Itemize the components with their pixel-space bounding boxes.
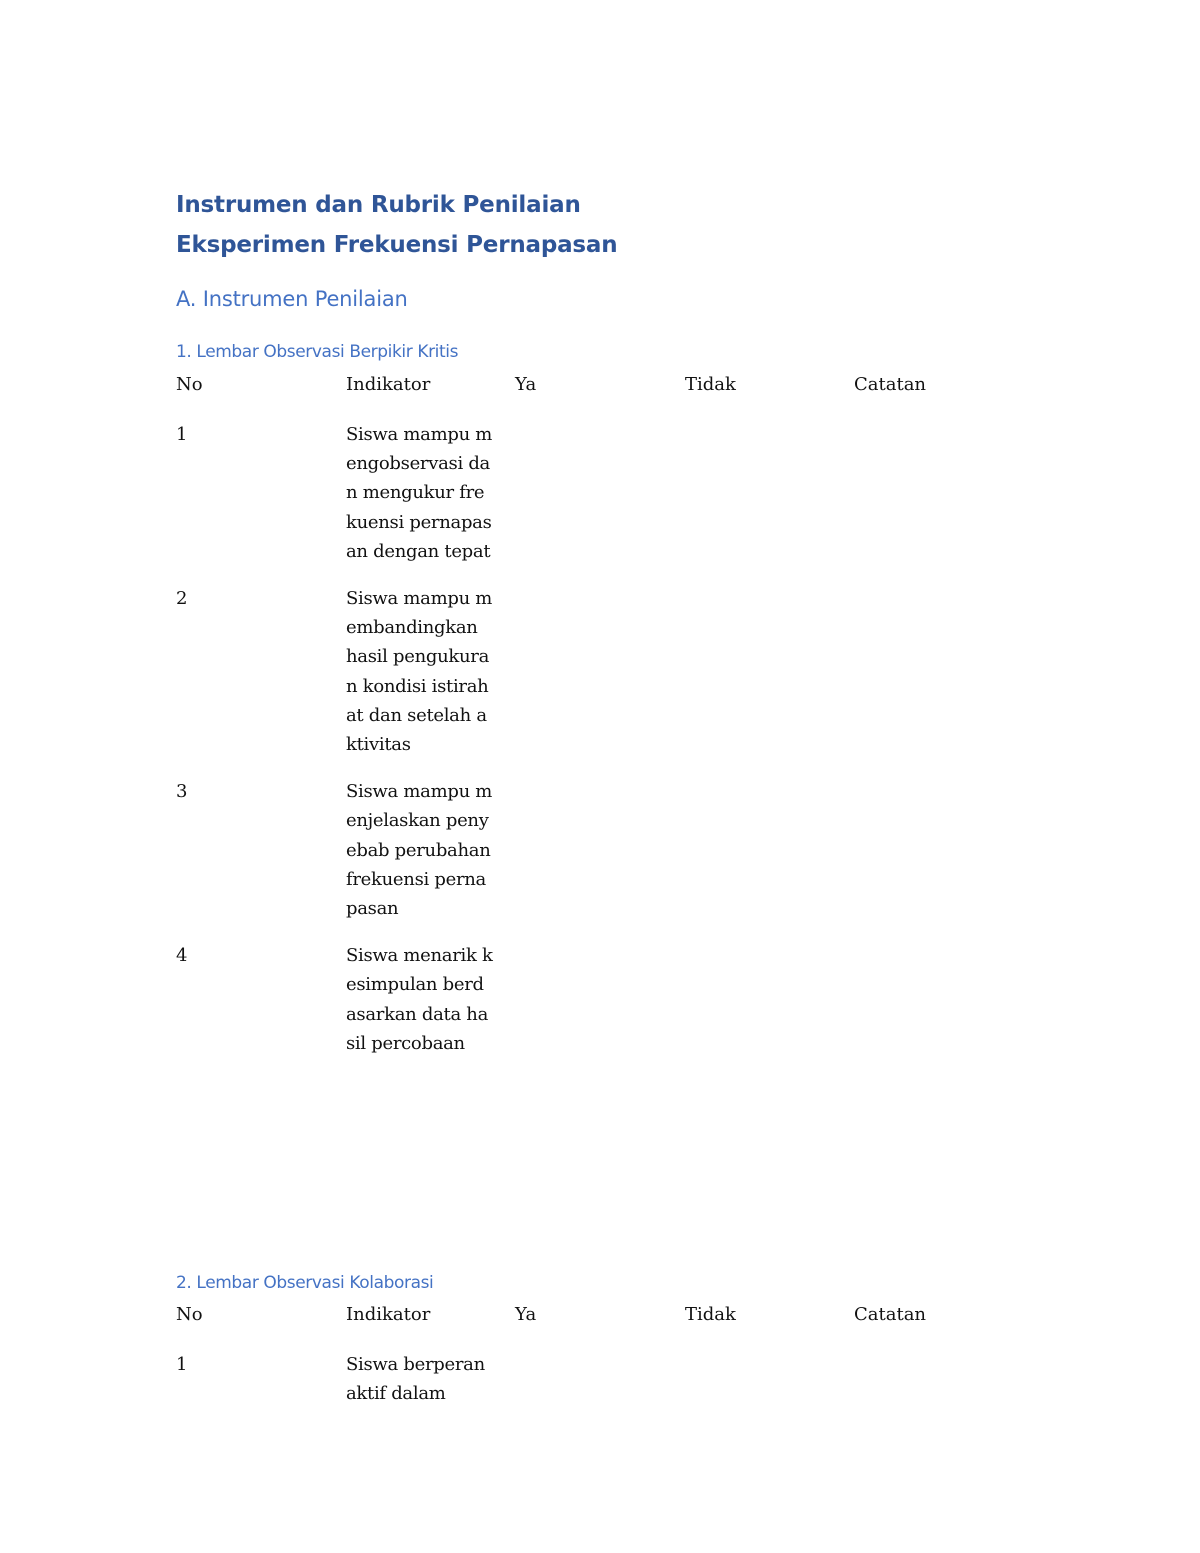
row-catatan <box>854 941 1026 1058</box>
column-header-ya: Ya <box>515 374 537 395</box>
table-header-row <box>176 1302 1026 1327</box>
row-tidak <box>685 777 854 923</box>
column-header-indikator: Indikator <box>346 1304 431 1325</box>
row-ya <box>515 1350 685 1408</box>
row-ya <box>515 584 685 759</box>
column-header-tidak: Tidak <box>685 1304 736 1325</box>
row-catatan <box>854 1350 1026 1408</box>
row-catatan <box>854 584 1026 759</box>
berpikir-kritis-table <box>176 372 1026 1076</box>
table-row <box>176 941 1026 1058</box>
column-header-catatan: Catatan <box>854 1304 927 1325</box>
kolaborasi-heading: 2. Lembar Observasi Kolaborasi <box>176 1273 434 1293</box>
row-indikator: Siswa berperan aktif dalam <box>346 1354 485 1405</box>
berpikir-kritis-heading: 1. Lembar Observasi Berpikir Kritis <box>176 342 459 362</box>
row-ya <box>515 941 685 1058</box>
column-header-indikator: Indikator <box>346 374 431 395</box>
row-tidak <box>685 1350 854 1408</box>
row-number: 3 <box>176 781 188 803</box>
table-row <box>176 1350 1026 1408</box>
row-catatan <box>854 777 1026 923</box>
row-ya <box>515 420 685 566</box>
row-tidak <box>685 941 854 1058</box>
row-number: 1 <box>176 1354 188 1375</box>
kolaborasi-table <box>176 1302 1026 1426</box>
row-indikator: Siswa mampu membandingkan hasil pengukuran kondisi istirahat dan setelah aktivitas <box>346 588 493 756</box>
column-header-no: No <box>176 374 203 395</box>
document-title-line1: Instrumen dan Rubrik Penilaian <box>176 192 581 218</box>
table-row <box>176 420 1026 566</box>
row-indikator: Siswa menarik kesimpulan berdasarkan data hasil percobaan <box>346 945 493 1054</box>
section-a-heading: A. Instrumen Penilaian <box>176 287 408 311</box>
row-number: 2 <box>176 588 188 610</box>
row-number: 4 <box>176 945 188 967</box>
row-number: 1 <box>176 424 188 445</box>
column-header-ya: Ya <box>515 1304 537 1325</box>
row-tidak <box>685 420 854 566</box>
table-row <box>176 777 1026 923</box>
column-header-no: No <box>176 1304 203 1325</box>
row-catatan <box>854 420 1026 566</box>
column-header-catatan: Catatan <box>854 374 927 395</box>
row-ya <box>515 777 685 923</box>
table-header-row <box>176 372 1026 397</box>
table-row <box>176 584 1026 759</box>
row-indikator: Siswa mampu mengobservasi dan mengukur frekuensi pernapasan dengan tepat <box>346 424 493 562</box>
row-tidak <box>685 584 854 759</box>
document-title-line2: Eksperimen Frekuensi Pernapasan <box>176 232 618 258</box>
row-indikator: Siswa mampu menjelaskan penyebab perubahan frekuensi pernapasan <box>346 781 493 920</box>
column-header-tidak: Tidak <box>685 374 736 395</box>
